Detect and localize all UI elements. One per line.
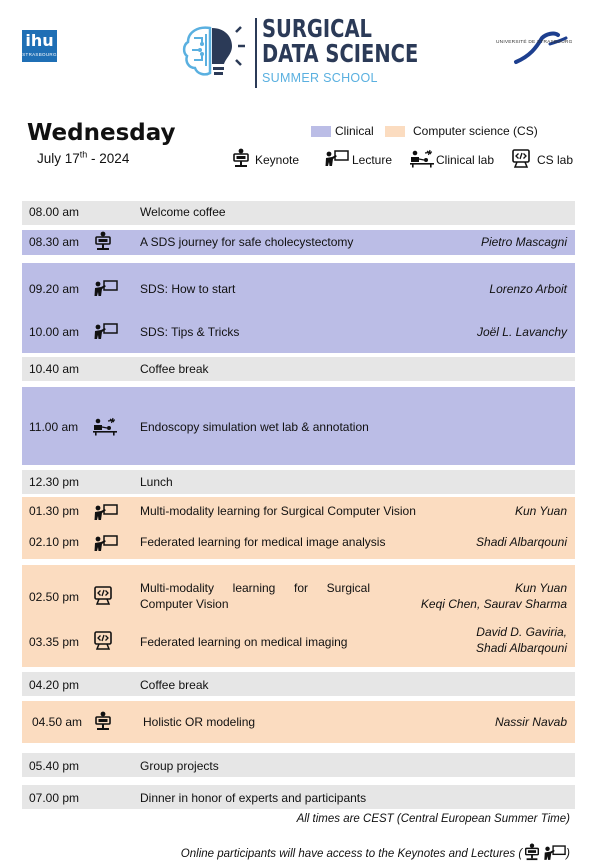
lecture-icon: [92, 535, 118, 551]
session-time: 03.35 pm: [29, 635, 80, 649]
cs-lab-icon: [92, 586, 114, 606]
ihu-logo-sub: STRASBOURG: [22, 52, 57, 57]
clinical-lab-icon: [409, 148, 435, 168]
block-coffee-morning: [22, 357, 575, 381]
cs-lab-icon: [92, 631, 114, 651]
session-time: 07.00 pm: [29, 791, 80, 805]
brain-bulb-icon: [180, 22, 246, 86]
cs-lab-icon: [510, 149, 532, 169]
logo-divider: [255, 18, 257, 88]
university-logo: [496, 30, 576, 66]
session-time: 10.00 am: [29, 325, 80, 339]
lecture-icon: [92, 280, 118, 296]
session-time: 02.10 pm: [29, 535, 80, 549]
keynote-icon: [92, 231, 114, 251]
lecture-icon: [542, 845, 566, 860]
session-title: Group projects: [140, 759, 219, 773]
block-welcome: [22, 201, 575, 225]
ihu-logo-text: ihu: [25, 31, 54, 50]
session-time: 05.40 pm: [29, 759, 80, 773]
session-title: Multi-modality learning for Surgical Computer Vision: [140, 504, 416, 518]
session-time: 08.00 am: [29, 205, 80, 219]
session-speaker: Lorenzo Arboit: [489, 282, 567, 296]
session-title: SDS: Tips & Tricks: [140, 325, 240, 339]
legend-keynote-label: Keynote: [255, 153, 300, 167]
session-time: 01.30 pm: [29, 504, 80, 518]
university-name: UNIVERSITÉ DE STRASBOURG: [496, 40, 573, 45]
keynote-icon: [522, 843, 542, 861]
session-time: 08.30 am: [29, 235, 80, 249]
legend-lecture-label: Lecture: [352, 153, 393, 167]
lecture-icon: [323, 150, 349, 166]
block-coffee-afternoon: [22, 672, 575, 696]
session-title: Federated learning for medical image analysis: [140, 535, 386, 549]
session-speaker: Nassir Navab: [494, 715, 567, 729]
session-speaker: Pietro Mascagni: [480, 235, 567, 249]
keynote-icon: [230, 148, 252, 168]
session-speaker: Shadi Albarqouni: [476, 535, 567, 549]
timezone-note: All times are CEST (Central European Summer Time): [296, 813, 570, 825]
sds-summer-school-logo: [180, 14, 419, 90]
legend-clinical-label: Clinical: [335, 124, 374, 138]
logo-title: SURGICAL DATA SCIENCE: [262, 14, 419, 68]
day-title: Wednesday: [27, 120, 176, 146]
session-time: 09.20 am: [29, 282, 80, 296]
session-title: A SDS journey for safe cholecystectomy: [140, 235, 354, 249]
session-title: Coffee break: [140, 362, 209, 376]
session-title: Endoscopy simulation wet lab & annotation: [140, 420, 369, 434]
clinical-lab-icon: [92, 416, 118, 436]
session-title: Dinner in honor of experts and participants: [140, 791, 367, 805]
session-title: Lunch: [140, 475, 173, 489]
legend-clinical-lab-label: Clinical lab: [436, 153, 495, 167]
block-lunch: [22, 470, 575, 494]
session-title: Multi-modality learning for Surgical Computer Vision: [140, 581, 370, 611]
legend-cs-swatch: [385, 126, 405, 137]
session-speaker: Joël L. Lavanchy: [476, 325, 567, 339]
legend-clinical-swatch: [311, 126, 331, 137]
session-title: SDS: How to start: [140, 282, 236, 296]
session-title: Holistic OR modeling: [143, 715, 256, 729]
session-title: Welcome coffee: [140, 205, 226, 219]
session-time: 12.30 pm: [29, 475, 80, 489]
university-swoosh-icon: [496, 30, 576, 66]
session-time: 04.50 am: [32, 715, 83, 729]
session-time: 11.00 am: [29, 420, 79, 434]
session-speaker: David D. Gaviria, Shadi Albarqouni: [476, 625, 567, 655]
legend-cs-label: Computer science (CS): [413, 124, 538, 138]
online-note: Online participants will have access to the Keynotes and Lectures ( ): [181, 843, 570, 861]
session-speaker: Kun Yuan: [514, 504, 567, 518]
ihu-logo: [22, 30, 57, 62]
session-speaker: Kun Yuan Keqi Chen, Saurav Sharma: [420, 581, 567, 611]
block-group-projects: [22, 753, 575, 777]
session-time: 04.20 pm: [29, 678, 80, 692]
lecture-icon: [92, 323, 118, 339]
session-title: Coffee break: [140, 678, 209, 692]
session-time: 02.50 pm: [29, 590, 80, 604]
session-title: Federated learning on medical imaging: [140, 635, 348, 649]
keynote-icon: [92, 711, 114, 731]
day-date: July 17th - 2024: [37, 149, 130, 166]
logo-subtitle: SUMMER SCHOOL: [262, 71, 378, 85]
session-time: 10.40 am: [29, 362, 80, 376]
lecture-icon: [92, 504, 118, 520]
legend-cs-lab-label: CS lab: [537, 153, 574, 167]
